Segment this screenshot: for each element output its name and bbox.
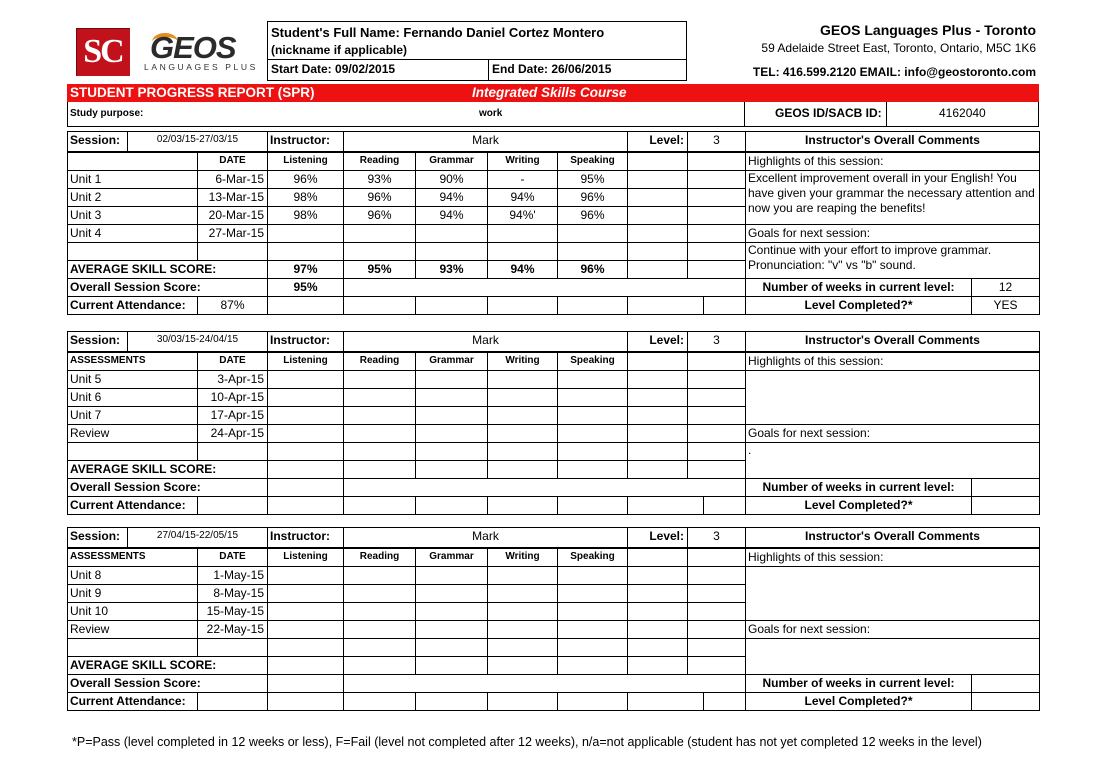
reading-header: Reading bbox=[343, 152, 416, 171]
highlights-label: Highlights of this session: bbox=[745, 352, 1040, 371]
unit-reading-score bbox=[343, 224, 416, 243]
blank-cell bbox=[703, 692, 746, 711]
unit-writing-score bbox=[487, 370, 558, 389]
unit-date: 8-May-15 bbox=[197, 584, 268, 603]
unit-listening-score bbox=[267, 224, 344, 243]
date-header: DATE bbox=[197, 548, 268, 567]
unit-writing-score bbox=[487, 584, 558, 603]
unit-speaking-score bbox=[557, 370, 628, 389]
average-listening bbox=[267, 460, 344, 479]
highlights-text: Excellent improvement overall in your English! You have given your grammar the necessary attention and now you are reaping the benefits! bbox=[745, 170, 1040, 225]
attendance-label: Current Attendance: bbox=[67, 496, 198, 515]
unit-speaking-score bbox=[557, 388, 628, 407]
overall-score bbox=[267, 478, 344, 497]
blank-cell bbox=[627, 188, 688, 207]
unit-reading-score bbox=[343, 406, 416, 425]
blank-cell bbox=[267, 638, 344, 657]
unit-grammar-score bbox=[415, 584, 488, 603]
blank-cell bbox=[627, 206, 688, 225]
speaking-header: Speaking bbox=[557, 152, 628, 171]
highlights-label: Highlights of this session: bbox=[745, 548, 1040, 567]
unit-listening-score: 96% bbox=[267, 170, 344, 189]
average-label: AVERAGE SKILL SCORE: bbox=[67, 460, 268, 479]
comments-header: Instructor's Overall Comments bbox=[745, 331, 1040, 352]
blank-cell bbox=[687, 152, 746, 171]
unit-speaking-score bbox=[557, 224, 628, 243]
blank-cell bbox=[557, 242, 628, 261]
blank-cell bbox=[557, 496, 628, 515]
instructor-label: Instructor: bbox=[267, 131, 344, 152]
unit-reading-score bbox=[343, 620, 416, 639]
blank-cell bbox=[627, 406, 688, 425]
level-value: 3 bbox=[687, 131, 746, 152]
blank-cell bbox=[557, 296, 628, 315]
instructor-name: Mark bbox=[343, 331, 628, 352]
level-value: 3 bbox=[687, 527, 746, 548]
blank-cell bbox=[687, 260, 746, 279]
blank-cell bbox=[343, 674, 746, 693]
average-label: AVERAGE SKILL SCORE: bbox=[67, 260, 268, 279]
blank-cell bbox=[687, 442, 746, 461]
unit-name: Review bbox=[67, 620, 198, 639]
blank-cell bbox=[687, 638, 746, 657]
unit-date: 3-Apr-15 bbox=[197, 370, 268, 389]
level-label: Level: bbox=[627, 527, 688, 548]
blank-cell bbox=[687, 656, 746, 675]
instructor-name: Mark bbox=[343, 131, 628, 152]
course-name: Integrated Skills Course bbox=[472, 85, 627, 100]
blank-cell bbox=[343, 442, 416, 461]
blank-cell bbox=[627, 620, 688, 639]
unit-speaking-score bbox=[557, 406, 628, 425]
study-purpose-cell bbox=[67, 102, 745, 127]
speaking-header: Speaking bbox=[557, 352, 628, 371]
blank-cell bbox=[627, 370, 688, 389]
blank-cell bbox=[627, 638, 688, 657]
unit-writing-score bbox=[487, 620, 558, 639]
unit-speaking-score bbox=[557, 620, 628, 639]
id-label: GEOS ID/SACB ID: bbox=[744, 102, 887, 127]
blank-cell bbox=[627, 442, 688, 461]
unit-writing-score bbox=[487, 424, 558, 443]
unit-grammar-score bbox=[415, 620, 488, 639]
grammar-header: Grammar bbox=[415, 548, 488, 567]
blank-cell bbox=[343, 296, 416, 315]
unit-name: Unit 9 bbox=[67, 584, 198, 603]
unit-date: 6-Mar-15 bbox=[197, 170, 268, 189]
blank-cell bbox=[487, 638, 558, 657]
average-grammar bbox=[415, 460, 488, 479]
blank-cell bbox=[627, 170, 688, 189]
average-reading: 95% bbox=[343, 260, 416, 279]
listening-header: Listening bbox=[267, 352, 344, 371]
geos-logo-subtitle: LANGUAGES PLUS bbox=[144, 62, 258, 72]
session-label: Session: bbox=[67, 131, 128, 152]
unit-date: 17-Apr-15 bbox=[197, 406, 268, 425]
session-label: Session: bbox=[67, 527, 128, 548]
date-header: DATE bbox=[197, 152, 268, 171]
comments-header: Instructor's Overall Comments bbox=[745, 527, 1040, 548]
blank-cell bbox=[687, 352, 746, 371]
unit-date: 24-Apr-15 bbox=[197, 424, 268, 443]
blank-cell bbox=[487, 242, 558, 261]
weeks-value bbox=[971, 478, 1040, 497]
unit-name: Unit 3 bbox=[67, 206, 198, 225]
session-label: Session: bbox=[67, 331, 128, 352]
listening-header: Listening bbox=[267, 152, 344, 171]
unit-writing-score: - bbox=[487, 170, 558, 189]
blank-cell bbox=[557, 638, 628, 657]
blank-cell bbox=[687, 370, 746, 389]
overall-score bbox=[267, 674, 344, 693]
reading-header: Reading bbox=[343, 352, 416, 371]
unit-reading-score bbox=[343, 388, 416, 407]
unit-listening-score: 98% bbox=[267, 206, 344, 225]
date-header: DATE bbox=[197, 352, 268, 371]
grammar-header: Grammar bbox=[415, 352, 488, 371]
unit-date: 1-May-15 bbox=[197, 566, 268, 585]
unit-speaking-score bbox=[557, 584, 628, 603]
blank-cell bbox=[627, 496, 704, 515]
level-label: Level: bbox=[627, 331, 688, 352]
blank-cell bbox=[687, 388, 746, 407]
unit-grammar-score: 90% bbox=[415, 170, 488, 189]
unit-grammar-score bbox=[415, 406, 488, 425]
assessments-header: ASSESSMENTS bbox=[67, 548, 198, 567]
goals-label: Goals for next session: bbox=[745, 620, 1040, 639]
goals-label: Goals for next session: bbox=[745, 224, 1040, 243]
average-grammar: 93% bbox=[415, 260, 488, 279]
blank-cell bbox=[267, 496, 344, 515]
unit-writing-score: 94%' bbox=[487, 206, 558, 225]
weeks-label: Number of weeks in current level: bbox=[745, 278, 972, 297]
average-reading bbox=[343, 460, 416, 479]
blank-cell bbox=[343, 242, 416, 261]
goals-text bbox=[745, 638, 1040, 675]
blank-cell bbox=[627, 260, 688, 279]
average-writing bbox=[487, 656, 558, 675]
attendance-label: Current Attendance: bbox=[67, 296, 198, 315]
blank-cell bbox=[627, 296, 704, 315]
unit-date: 13-Mar-15 bbox=[197, 188, 268, 207]
unit-listening-score: 98% bbox=[267, 188, 344, 207]
overall-score: 95% bbox=[267, 278, 344, 297]
unit-reading-score bbox=[343, 602, 416, 621]
unit-name: Unit 2 bbox=[67, 188, 198, 207]
unit-name: Unit 7 bbox=[67, 406, 198, 425]
unit-reading-score: 96% bbox=[343, 188, 416, 207]
unit-grammar-score bbox=[415, 388, 488, 407]
unit-listening-score bbox=[267, 424, 344, 443]
blank-cell bbox=[67, 442, 198, 461]
instructor-label: Instructor: bbox=[267, 331, 344, 352]
report-title: STUDENT PROGRESS REPORT (SPR) bbox=[70, 85, 315, 100]
assessments-header: ASSESSMENTS bbox=[67, 352, 198, 371]
blank-cell bbox=[267, 296, 344, 315]
unit-listening-score bbox=[267, 602, 344, 621]
blank-cell bbox=[627, 566, 688, 585]
weeks-value: 12 bbox=[971, 278, 1040, 297]
attendance-value: 87% bbox=[197, 296, 268, 315]
level-completed-label: Level Completed?* bbox=[745, 692, 972, 711]
overall-label: Overall Session Score: bbox=[67, 478, 268, 497]
unit-speaking-score bbox=[557, 424, 628, 443]
speaking-header: Speaking bbox=[557, 548, 628, 567]
attendance-value bbox=[197, 692, 268, 711]
unit-reading-score: 93% bbox=[343, 170, 416, 189]
end-date: End Date: 26/06/2015 bbox=[492, 62, 612, 76]
goals-text: Continue with your effort to improve grammar. Pronunciation: "v" vs "b" sound. bbox=[745, 242, 1040, 279]
unit-name: Unit 4 bbox=[67, 224, 198, 243]
unit-name: Unit 8 bbox=[67, 566, 198, 585]
blank-cell bbox=[415, 442, 488, 461]
blank-cell bbox=[687, 460, 746, 479]
blank-cell bbox=[687, 584, 746, 603]
blank-cell bbox=[267, 442, 344, 461]
unit-listening-score bbox=[267, 406, 344, 425]
blank-cell bbox=[687, 206, 746, 225]
average-writing: 94% bbox=[487, 260, 558, 279]
geos-logo-text: GEOS bbox=[150, 30, 236, 65]
writing-header: Writing bbox=[487, 152, 558, 171]
start-date: Start Date: 09/02/2015 bbox=[271, 62, 396, 76]
blank-cell bbox=[487, 442, 558, 461]
unit-speaking-score bbox=[557, 566, 628, 585]
average-listening: 97% bbox=[267, 260, 344, 279]
blank-cell bbox=[487, 496, 558, 515]
student-info-box bbox=[267, 21, 687, 81]
blank-cell bbox=[687, 224, 746, 243]
level-completed-value: YES bbox=[971, 296, 1040, 315]
average-reading bbox=[343, 656, 416, 675]
attendance-value bbox=[197, 496, 268, 515]
goals-text: . bbox=[745, 442, 1040, 479]
reading-header: Reading bbox=[343, 548, 416, 567]
study-purpose-value: work bbox=[479, 108, 503, 119]
blank-cell bbox=[557, 692, 628, 711]
blank-cell bbox=[627, 424, 688, 443]
school-name: GEOS Languages Plus - Toronto bbox=[820, 22, 1036, 38]
blank-cell bbox=[627, 584, 688, 603]
blank-cell bbox=[703, 496, 746, 515]
unit-name: Review bbox=[67, 424, 198, 443]
blank-cell bbox=[627, 388, 688, 407]
instructor-name: Mark bbox=[343, 527, 628, 548]
id-value: 4162040 bbox=[886, 102, 1039, 127]
unit-speaking-score: 95% bbox=[557, 170, 628, 189]
student-name: Student's Full Name: Fernando Daniel Cortez Montero bbox=[271, 25, 605, 40]
blank-cell bbox=[627, 460, 688, 479]
unit-name: Unit 10 bbox=[67, 602, 198, 621]
session-period: 30/03/15-24/04/15 bbox=[127, 331, 268, 352]
blank-cell bbox=[627, 352, 688, 371]
unit-writing-score bbox=[487, 602, 558, 621]
overall-label: Overall Session Score: bbox=[67, 674, 268, 693]
comments-header: Instructor's Overall Comments bbox=[745, 131, 1040, 152]
blank-cell bbox=[687, 566, 746, 585]
blank-cell bbox=[487, 296, 558, 315]
unit-reading-score bbox=[343, 584, 416, 603]
unit-name: Unit 5 bbox=[67, 370, 198, 389]
average-writing bbox=[487, 460, 558, 479]
highlights-text bbox=[745, 370, 1040, 425]
level-completed-label: Level Completed?* bbox=[745, 496, 972, 515]
unit-speaking-score: 96% bbox=[557, 188, 628, 207]
highlights-label: Highlights of this session: bbox=[745, 152, 1040, 171]
blank-cell bbox=[627, 692, 704, 711]
writing-header: Writing bbox=[487, 548, 558, 567]
blank-cell bbox=[703, 296, 746, 315]
blank-cell bbox=[343, 496, 416, 515]
blank-cell bbox=[267, 692, 344, 711]
blank-cell bbox=[487, 692, 558, 711]
overall-label: Overall Session Score: bbox=[67, 278, 268, 297]
weeks-value bbox=[971, 674, 1040, 693]
unit-date: 22-May-15 bbox=[197, 620, 268, 639]
report-title-bar bbox=[67, 84, 1039, 102]
blank-cell bbox=[415, 296, 488, 315]
average-speaking bbox=[557, 656, 628, 675]
weeks-label: Number of weeks in current level: bbox=[745, 478, 972, 497]
average-speaking: 96% bbox=[557, 260, 628, 279]
blank-cell bbox=[415, 242, 488, 261]
blank-cell bbox=[627, 152, 688, 171]
unit-grammar-score bbox=[415, 370, 488, 389]
unit-grammar-score bbox=[415, 602, 488, 621]
unit-listening-score bbox=[267, 388, 344, 407]
unit-reading-score bbox=[343, 424, 416, 443]
blank-cell bbox=[343, 278, 746, 297]
blank-cell bbox=[197, 442, 268, 461]
unit-listening-score bbox=[267, 620, 344, 639]
listening-header: Listening bbox=[267, 548, 344, 567]
blank-cell bbox=[627, 242, 688, 261]
unit-date: 10-Apr-15 bbox=[197, 388, 268, 407]
geos-logo bbox=[140, 30, 260, 76]
unit-date: 20-Mar-15 bbox=[197, 206, 268, 225]
unit-grammar-score: 94% bbox=[415, 206, 488, 225]
highlights-text bbox=[745, 566, 1040, 621]
unit-reading-score bbox=[343, 566, 416, 585]
sc-logo: SC bbox=[76, 28, 130, 76]
blank-cell bbox=[415, 638, 488, 657]
unit-grammar-score bbox=[415, 566, 488, 585]
blank-cell bbox=[687, 620, 746, 639]
blank-cell bbox=[67, 242, 198, 261]
blank-cell bbox=[687, 424, 746, 443]
blank-cell bbox=[557, 442, 628, 461]
attendance-label: Current Attendance: bbox=[67, 692, 198, 711]
grammar-header: Grammar bbox=[415, 152, 488, 171]
instructor-label: Instructor: bbox=[267, 527, 344, 548]
unit-date: 15-May-15 bbox=[197, 602, 268, 621]
blank-cell bbox=[67, 638, 198, 657]
blank-cell bbox=[267, 242, 344, 261]
unit-grammar-score bbox=[415, 224, 488, 243]
unit-listening-score bbox=[267, 584, 344, 603]
goals-label: Goals for next session: bbox=[745, 424, 1040, 443]
unit-reading-score bbox=[343, 370, 416, 389]
level-value: 3 bbox=[687, 331, 746, 352]
school-contact: TEL: 416.599.2120 EMAIL: info@geostoronto.com bbox=[752, 65, 1036, 79]
blank-cell bbox=[197, 638, 268, 657]
unit-writing-score bbox=[487, 388, 558, 407]
level-completed-value bbox=[971, 692, 1040, 711]
unit-speaking-score: 96% bbox=[557, 206, 628, 225]
unit-name: Unit 6 bbox=[67, 388, 198, 407]
unit-listening-score bbox=[267, 370, 344, 389]
level-label: Level: bbox=[627, 131, 688, 152]
unit-writing-score bbox=[487, 224, 558, 243]
unit-speaking-score bbox=[557, 602, 628, 621]
average-label: AVERAGE SKILL SCORE: bbox=[67, 656, 268, 675]
school-address: 59 Adelaide Street East, Toronto, Ontario, M5C 1K6 bbox=[761, 41, 1036, 55]
blank-cell bbox=[687, 242, 746, 261]
blank-cell bbox=[343, 692, 416, 711]
blank-cell bbox=[627, 656, 688, 675]
blank-cell bbox=[687, 188, 746, 207]
footnote: *P=Pass (level completed in 12 weeks or less), F=Fail (level not completed after 12 weeks), n/a=not applicable (student has not yet completed 12 weeks in the level) bbox=[72, 735, 982, 749]
weeks-label: Number of weeks in current level: bbox=[745, 674, 972, 693]
blank-cell bbox=[627, 548, 688, 567]
blank-cell bbox=[687, 406, 746, 425]
blank-cell bbox=[627, 602, 688, 621]
average-listening bbox=[267, 656, 344, 675]
blank-cell bbox=[415, 496, 488, 515]
session-period: 27/04/15-22/05/15 bbox=[127, 527, 268, 548]
assessments-header bbox=[67, 152, 198, 171]
unit-grammar-score: 94% bbox=[415, 188, 488, 207]
average-grammar bbox=[415, 656, 488, 675]
study-purpose-label: Study purpose: bbox=[70, 108, 144, 119]
unit-grammar-score bbox=[415, 424, 488, 443]
blank-cell bbox=[415, 692, 488, 711]
session-period: 02/03/15-27/03/15 bbox=[127, 131, 268, 152]
average-speaking bbox=[557, 460, 628, 479]
blank-cell bbox=[687, 602, 746, 621]
unit-name: Unit 1 bbox=[67, 170, 198, 189]
unit-reading-score: 96% bbox=[343, 206, 416, 225]
unit-date: 27-Mar-15 bbox=[197, 224, 268, 243]
student-nickname: (nickname if applicable) bbox=[271, 43, 408, 57]
blank-cell bbox=[687, 548, 746, 567]
level-completed-value bbox=[971, 496, 1040, 515]
blank-cell bbox=[197, 242, 268, 261]
blank-cell bbox=[343, 478, 746, 497]
unit-writing-score: 94% bbox=[487, 188, 558, 207]
writing-header: Writing bbox=[487, 352, 558, 371]
blank-cell bbox=[627, 224, 688, 243]
blank-cell bbox=[687, 170, 746, 189]
unit-writing-score bbox=[487, 406, 558, 425]
level-completed-label: Level Completed?* bbox=[745, 296, 972, 315]
unit-listening-score bbox=[267, 566, 344, 585]
blank-cell bbox=[343, 638, 416, 657]
unit-writing-score bbox=[487, 566, 558, 585]
